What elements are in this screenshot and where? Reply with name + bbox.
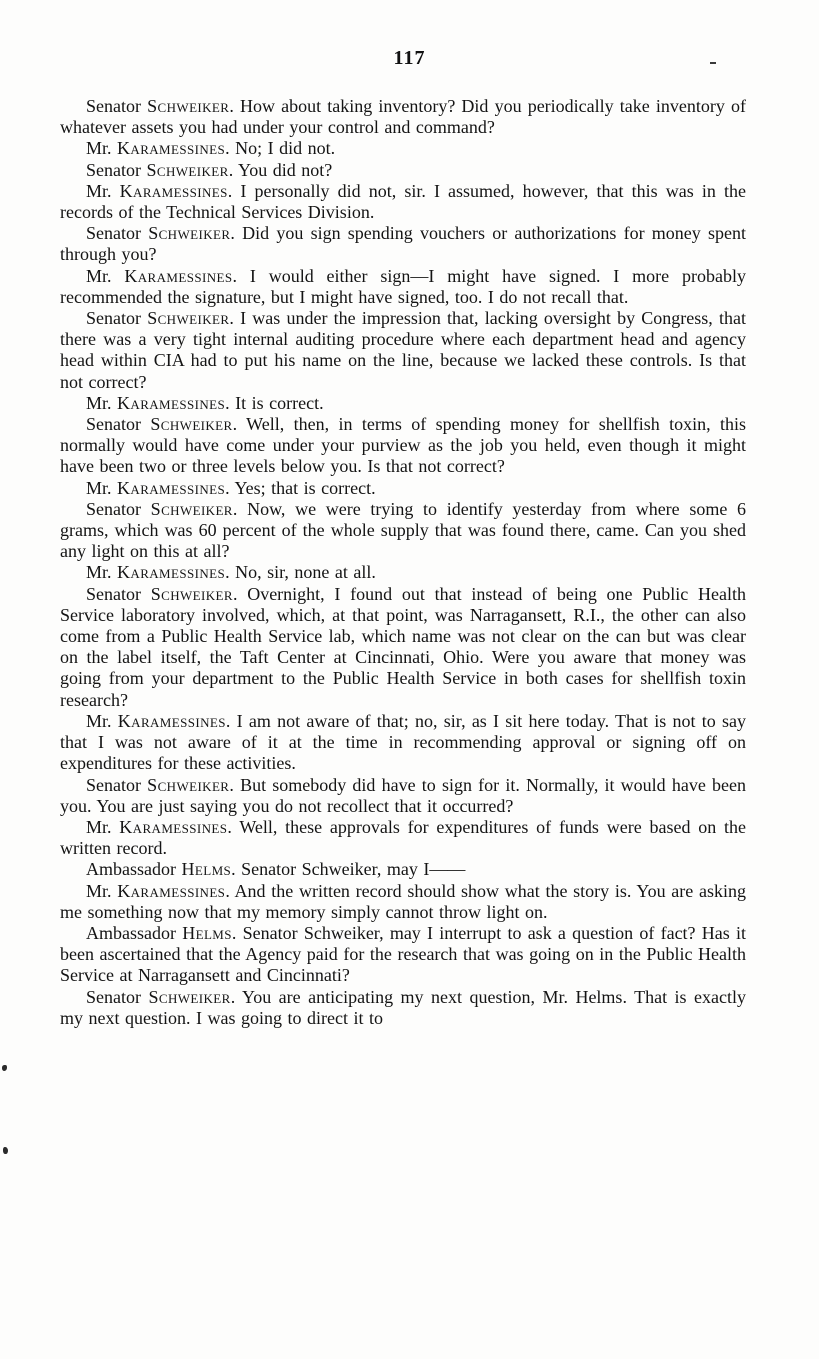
speaker-name: Schweiker (148, 986, 231, 1007)
transcript-paragraph (60, 859, 746, 880)
speaker-name: Karamessines (119, 816, 228, 837)
transcript-paragraph (60, 181, 746, 223)
transcript (60, 96, 746, 1029)
speaker-title: Senator (86, 414, 151, 435)
transcript-paragraph (60, 266, 746, 308)
transcript-paragraph (60, 562, 746, 583)
speaker-name: Karamessines (117, 138, 226, 159)
paragraph-text: . I am not aware of that; no, sir, as I sit here today. That is not to say that I was not aware of it at the time in recommending approval or signing off on expenditures for these activities. (60, 710, 746, 774)
speaker-title: Ambassador (86, 922, 183, 943)
speaker-title: Mr. (86, 816, 120, 837)
speaker-name: Karamessines (119, 180, 228, 201)
speaker-title: Ambassador (86, 859, 182, 880)
speaker-title: Mr. (86, 265, 125, 286)
paragraph-text: . Overnight, I found out that instead of being one Public Health Service laboratory involved, which, at that point, was Narragansett, R.I., the other can also come from a Public Health Service lab, which name was not clear on the can but was clear on the label itself, the Taft Center at Cincinnati, Ohio. Were you aware that money was going from your department to the Public Health Service in both cases for shellfish toxin research? (60, 583, 747, 710)
paragraph-text: . Senator Schweiker, may I interrupt to ask a question of fact? Has it been ascertained that the Agency paid for the research that was going on in the Public Health Service at Narragansett and Cincinnati? (60, 922, 746, 986)
speaker-title: Senator (86, 96, 148, 116)
paragraph-text: . I personally did not, sir. I assumed, however, that this was in the records of the Technical Services Division. (60, 180, 747, 223)
page-number: 117 (393, 47, 426, 69)
paragraph-text: . You did not? (228, 159, 333, 180)
transcript-paragraph (60, 881, 746, 923)
transcript-paragraph (60, 160, 746, 181)
scan-artifact-speck (2, 1065, 7, 1071)
speaker-name: Karamessines (117, 562, 226, 583)
speaker-name: Helms (182, 922, 232, 943)
transcript-paragraph (60, 308, 746, 393)
speaker-title: Senator (86, 498, 151, 519)
paragraph-text: . I was under the impression that, lacking oversight by Congress, that there was a very tight internal auditing procedure where each department head and agency head within CIA had to put his name on the line, because we lacked these controls. Is that not correct? (60, 308, 746, 392)
paragraph-text: . It is correct. (225, 392, 324, 413)
transcript-paragraph (60, 478, 746, 499)
speaker-title: Mr. (86, 180, 120, 201)
speaker-name: Karamessines (117, 392, 226, 413)
speaker-title: Mr. (86, 477, 118, 498)
transcript-paragraph (60, 584, 746, 711)
paragraph-text: . But somebody did have to sign for it. Normally, it would have been you. You are just saying you do not recollect that it occurred? (60, 774, 746, 816)
paragraph-text: . Yes; that is correct. (225, 477, 376, 498)
speaker-title: Mr. (86, 562, 118, 583)
paragraph-text: . How about taking inventory? Did you periodically take inventory of whatever assets you had under your control and command? (60, 96, 747, 138)
speaker-name: Karamessines (117, 880, 226, 901)
speaker-name: Schweiker (148, 223, 231, 244)
transcript-paragraph (60, 987, 746, 1029)
speaker-name: Schweiker (147, 96, 230, 116)
speaker-name: Karamessines (117, 710, 226, 731)
speaker-title: Senator (86, 223, 149, 244)
transcript-paragraph (60, 711, 746, 775)
transcript-paragraph (60, 923, 746, 987)
speaker-title: Mr. (86, 138, 118, 159)
speaker-name: Helms (181, 859, 232, 880)
paragraph-text: . You are anticipating my next question, Mr. Helms. That is exactly my next question. I was going to direct it to (60, 986, 746, 1028)
paragraph-text: . Senator Schweiker, may I—— (231, 859, 466, 880)
speaker-name: Schweiker (147, 774, 230, 795)
speaker-name: Schweiker (150, 583, 233, 604)
speaker-title: Senator (86, 308, 148, 329)
paragraph-text: . Well, then, in terms of spending money for shellfish toxin, this normally would have come under your purview as the job you held, even though it might have been two or three levels below you. Is that not correct? (60, 414, 747, 477)
transcript-paragraph (60, 138, 746, 159)
transcript-paragraph (60, 96, 746, 138)
paragraph-text: . No, sir, none at all. (225, 562, 376, 583)
speaker-name: Schweiker (147, 308, 230, 329)
speaker-title: Senator (86, 583, 151, 604)
speaker-name: Schweiker (150, 498, 233, 519)
paragraph-text: . No; I did not. (225, 138, 336, 159)
transcript-paragraph (60, 393, 746, 414)
transcript-paragraph (60, 775, 746, 817)
transcript-paragraph (60, 223, 746, 265)
speaker-title: Senator (86, 986, 149, 1007)
paragraph-text: . And the written record should show what the story is. You are asking me something now that my memory simply cannot throw light on. (60, 880, 746, 922)
scan-artifact-speck (3, 1147, 8, 1154)
speaker-title: Senator (86, 774, 148, 795)
transcript-paragraph (60, 499, 746, 563)
paragraph-text: . Now, we were trying to identify yesterday from where some 6 grams, which was 60 percent of the whole supply that was found there, came. Can you shed any light on this at all? (60, 498, 747, 562)
paragraph-text: . Well, these approvals for expenditures of funds were based on the written record. (60, 816, 746, 859)
speaker-title: Mr. (86, 880, 118, 901)
transcript-paragraph (60, 414, 746, 478)
speaker-title: Mr. (86, 392, 118, 413)
speaker-title: Mr. (86, 710, 118, 731)
paragraph-text: . I would either sign—I might have signed. I more probably recommended the signature, but I might have signed, too. I do not recall that. (60, 265, 746, 307)
speaker-title: Senator (86, 159, 147, 180)
speaker-name: Karamessines (117, 477, 226, 498)
speaker-name: Schweiker (150, 414, 233, 435)
paragraph-text: . Did you sign spending vouchers or authorizations for money spent through you? (60, 223, 746, 265)
speaker-name: Schweiker (146, 159, 229, 180)
scan-artifact-dash (710, 62, 716, 64)
transcript-paragraph (60, 817, 746, 859)
speaker-name: Karamessines (124, 265, 233, 286)
